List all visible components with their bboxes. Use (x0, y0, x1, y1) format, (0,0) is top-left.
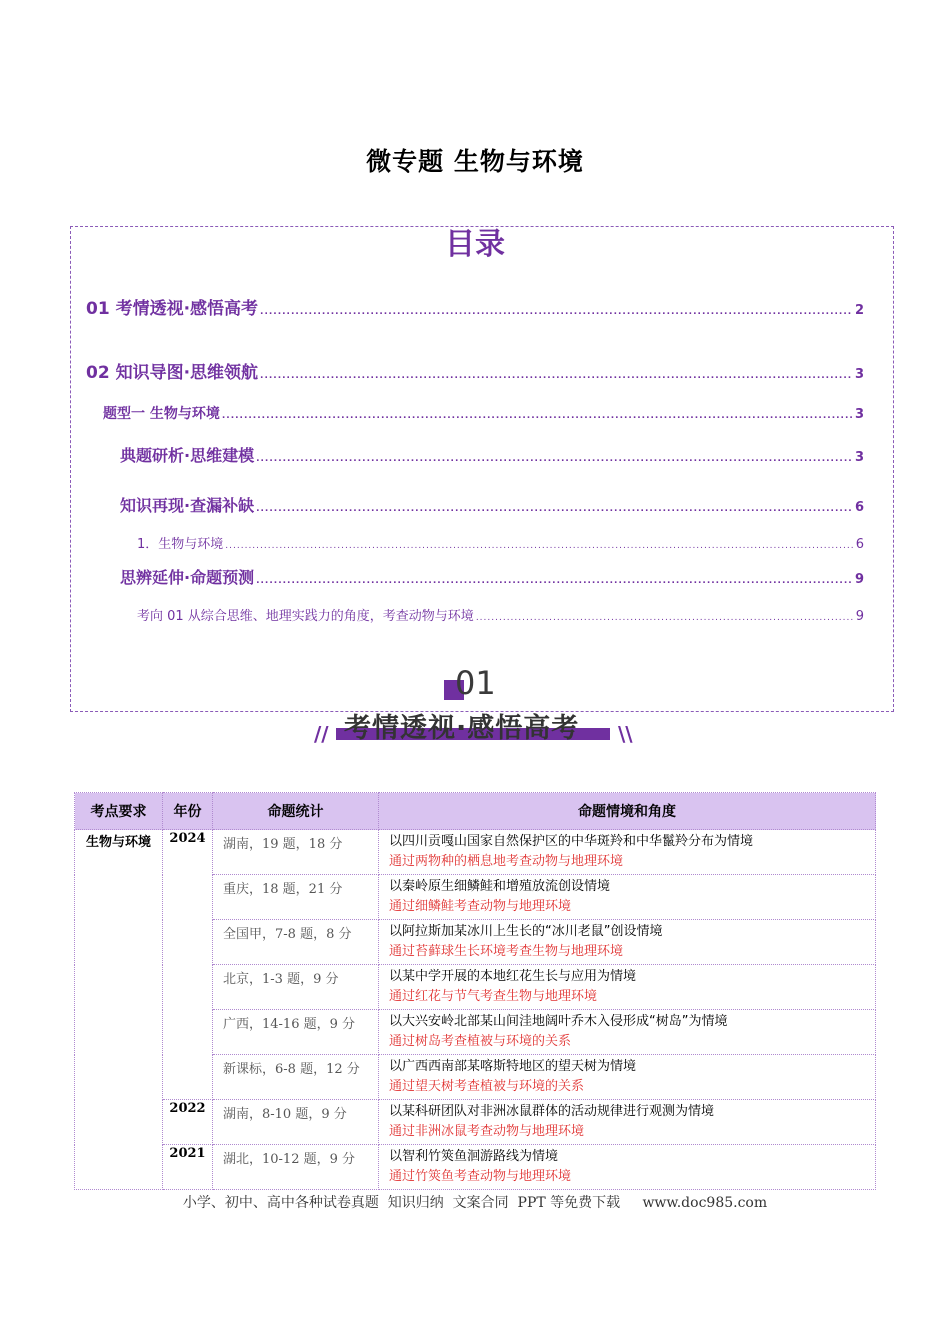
leader-dots (260, 371, 853, 381)
context-text: 以秦岭原生细鳞鲑和增殖放流创设情境 (389, 879, 611, 894)
year-label: 2024 (169, 831, 206, 846)
category-cell (75, 830, 163, 1190)
stat-cell: 湖北，10-12 题，9 分 (213, 1145, 379, 1190)
context-cell (379, 875, 876, 920)
document-title: 微专题 生物与环境 (366, 147, 584, 176)
toc-entry-label: 02 知识导图·思维领航 (86, 363, 259, 383)
angle-text: 通过苔藓球生长环境考查生物与地理环境 (389, 944, 624, 959)
year-label: 2021 (169, 1146, 206, 1161)
toc-entry-page: 3 (854, 450, 864, 465)
toc-entry[interactable] (103, 403, 864, 423)
leader-dots (256, 576, 853, 586)
context-cell (379, 1145, 876, 1190)
leader-dots (256, 454, 853, 464)
context-text: 以阿拉斯加某冰川上生长的“冰川老鼠”创设情境 (389, 924, 663, 939)
column-header: 命题情境和角度 (379, 793, 876, 830)
column-header: 考点要求 (75, 793, 163, 830)
banner-number: 01 (455, 664, 496, 702)
toc-entry[interactable] (137, 605, 864, 624)
leader-dots (222, 411, 853, 421)
context-text: 以广西西南部某喀斯特地区的望天树为情境 (389, 1059, 637, 1074)
toc-entry-label: 典题研析·思维建模 (120, 446, 255, 465)
context-cell (379, 1100, 876, 1145)
angle-text: 通过树岛考查植被与环境的关系 (389, 1034, 572, 1049)
toc-heading: 目录 (445, 227, 505, 262)
toc-entry-page: 9 (855, 609, 864, 624)
angle-text: 通过竹筴鱼考查动物与地理环境 (389, 1169, 572, 1184)
context-text: 以某中学开展的本地红花生长与应用为情境 (389, 969, 637, 984)
year-label: 2022 (169, 1101, 206, 1116)
table-header-row (75, 793, 876, 830)
angle-text: 通过细鳞鲑考查动物与地理环境 (389, 899, 572, 914)
toc-entry[interactable] (120, 443, 864, 466)
context-cell (379, 965, 876, 1010)
toc-entry-label: 思辨延伸·命题预测 (120, 568, 255, 587)
context-cell (379, 920, 876, 965)
leader-dots (256, 504, 853, 514)
banner-left-mark: // (314, 722, 329, 746)
toc-entry-page: 6 (855, 537, 864, 552)
toc-entry-page: 2 (854, 303, 864, 318)
toc-entry-label: 01 考情透视·感悟高考 (86, 299, 259, 319)
angle-text: 通过两物种的栖息地考查动物与地理环境 (389, 854, 624, 869)
table-row (75, 1145, 876, 1190)
angle-text: 通过望天树考查植被与环境的关系 (389, 1079, 585, 1094)
toc-entry-label: 题型一 生物与环境 (103, 406, 220, 422)
context-text: 以四川贡嘎山国家自然保护区的中华斑羚和中华鬣羚分布为情境 (389, 834, 754, 849)
stat-cell: 全国甲，7-8 题，8 分 (213, 920, 379, 965)
year-cell (163, 1145, 213, 1190)
context-text: 以智利竹筴鱼洄游路线为情境 (389, 1149, 559, 1164)
toc-entry[interactable] (120, 565, 864, 588)
context-text: 以某科研团队对非洲冰鼠群体的活动规律进行观测为情境 (389, 1104, 715, 1119)
toc-entry[interactable] (137, 533, 864, 552)
toc-entry[interactable] (86, 358, 864, 383)
page-footer: 小学、初中、高中各种试卷真题 知识归纳 文案合同 PPT 等免费下载 www.doc985.com (182, 1195, 768, 1211)
context-cell (379, 1010, 876, 1055)
stat-cell: 湖南，19 题，18 分 (213, 830, 379, 875)
angle-text: 通过红花与节气考查生物与地理环境 (389, 989, 598, 1004)
table-row (75, 830, 876, 875)
leader-dots (225, 541, 853, 551)
toc-entry-label: 考向 01 从综合思维、地理实践力的角度，考查动物与环境 (137, 609, 474, 624)
stat-cell: 广西，14-16 题，9 分 (213, 1010, 379, 1055)
angle-text: 通过非洲冰鼠考查动物与地理环境 (389, 1124, 585, 1139)
column-header: 命题统计 (213, 793, 379, 830)
toc-entry-page: 6 (854, 500, 864, 515)
stat-cell: 湖南，8-10 题，9 分 (213, 1100, 379, 1145)
stat-cell: 新课标，6-8 题，12 分 (213, 1055, 379, 1100)
toc-entry[interactable] (86, 294, 864, 319)
section-banner (310, 664, 640, 748)
banner-title: 考情透视·感悟高考 (344, 713, 580, 744)
toc-entry[interactable] (120, 493, 864, 516)
toc-entry-page: 9 (854, 572, 864, 587)
column-header: 年份 (163, 793, 213, 830)
leader-dots (260, 307, 853, 317)
stat-cell: 北京，1-3 题，9 分 (213, 965, 379, 1010)
toc-entry-label: 知识再现·查漏补缺 (120, 496, 255, 515)
context-text: 以大兴安岭北部某山间洼地阔叶乔木入侵形成“树岛”为情境 (389, 1014, 728, 1029)
exam-stats-table (74, 792, 876, 1190)
table-row (75, 1100, 876, 1145)
toc-entry-page: 3 (854, 407, 864, 422)
year-cell (163, 830, 213, 1100)
stat-cell: 重庆，18 题，21 分 (213, 875, 379, 920)
banner-right-mark: \\ (618, 722, 633, 746)
context-cell (379, 1055, 876, 1100)
toc-entry-label: 1．生物与环境 (137, 537, 224, 552)
toc-entry-page: 3 (854, 367, 864, 382)
context-cell (379, 830, 876, 875)
leader-dots (476, 613, 854, 623)
category-label: 生物与环境 (85, 835, 151, 850)
year-cell (163, 1100, 213, 1145)
